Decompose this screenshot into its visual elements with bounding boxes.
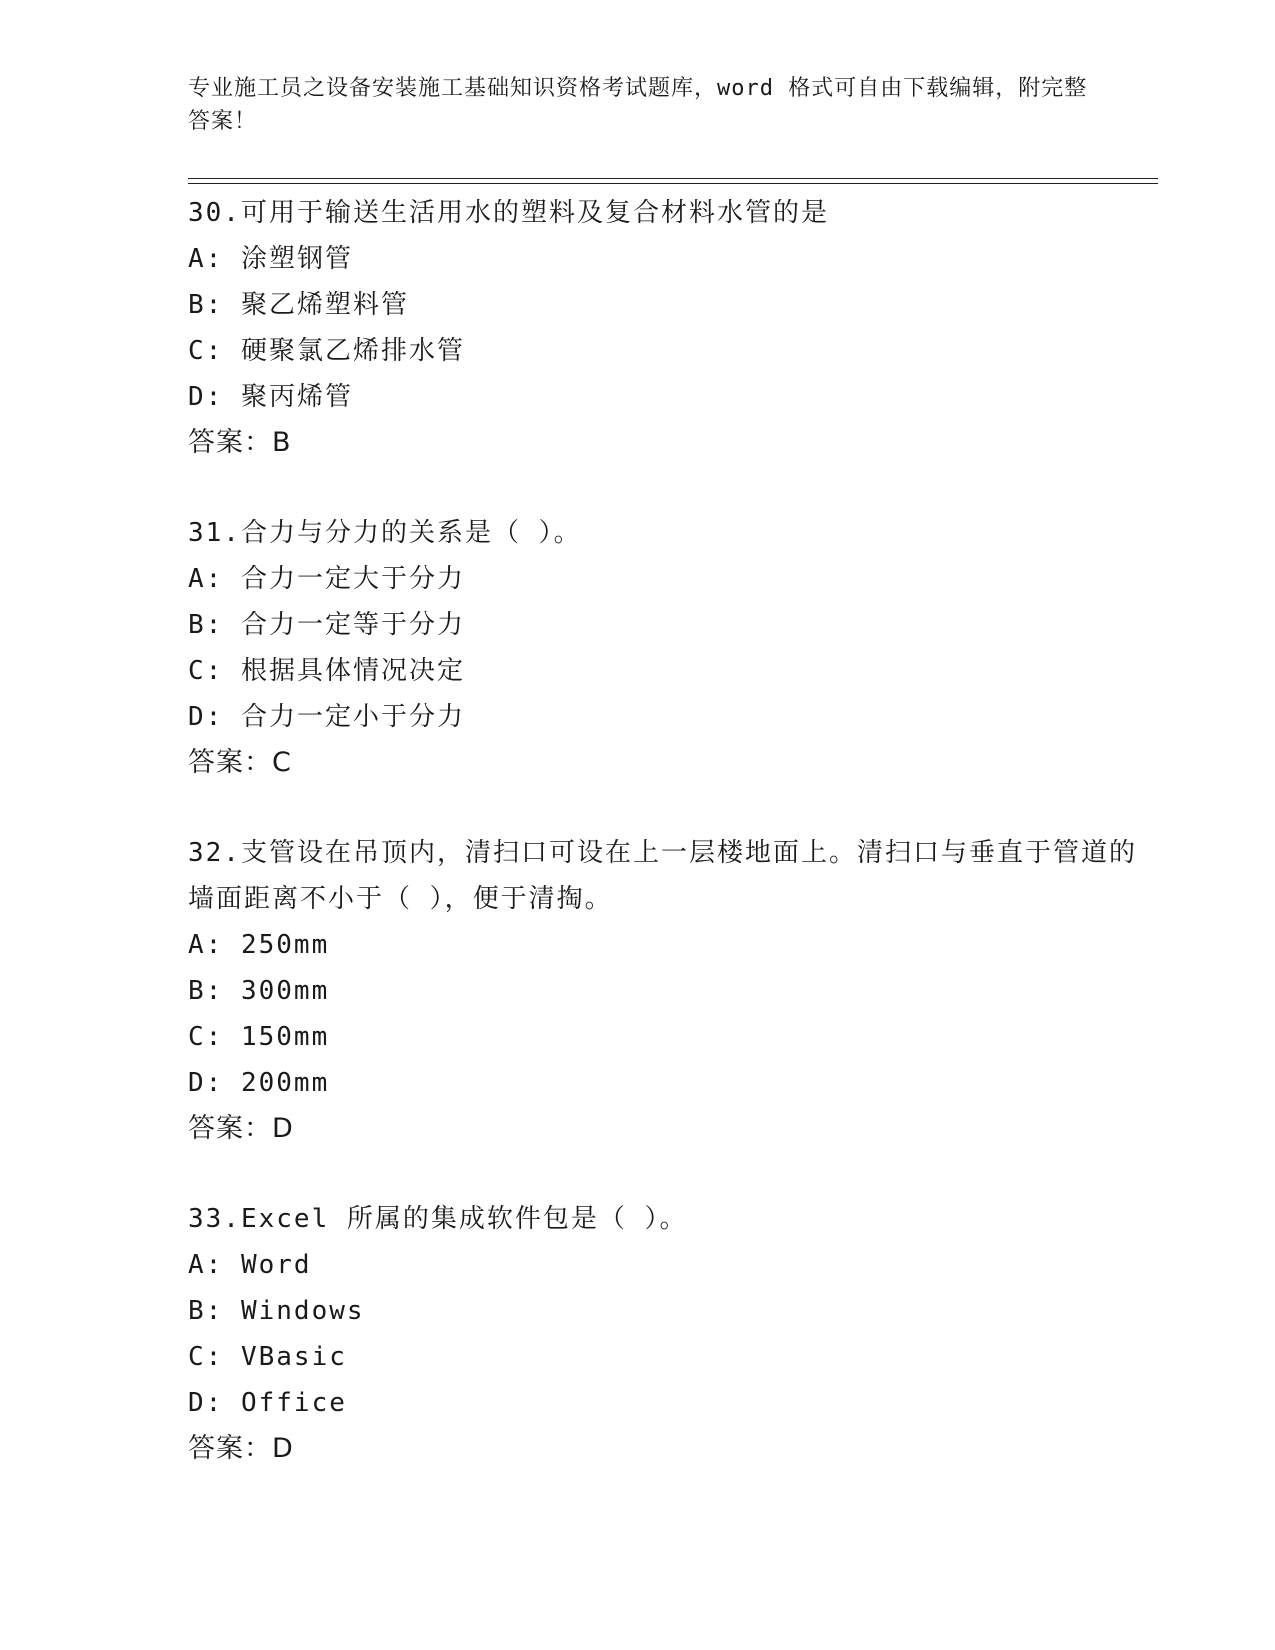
option-b: B: 聚乙烯塑料管 xyxy=(188,290,409,320)
option-c: C: VBasic xyxy=(188,1342,347,1372)
header-divider-top xyxy=(188,178,1158,179)
option-c: C: 150mm xyxy=(188,1022,330,1052)
answer: 答案：B xyxy=(188,427,292,458)
option-d: D: 聚丙烯管 xyxy=(188,382,353,412)
option-a: A: 涂塑钢管 xyxy=(188,244,353,274)
option-c: C: 硬聚氯乙烯排水管 xyxy=(188,336,465,366)
answer: 答案：C xyxy=(188,747,292,778)
question-31 xyxy=(188,510,1148,786)
question-stem: 31.合力与分力的关系是（ ）。 xyxy=(188,518,582,548)
option-d: D: Office xyxy=(188,1388,347,1418)
option-a: A: 合力一定大于分力 xyxy=(188,564,465,594)
answer: 答案：D xyxy=(188,1433,294,1464)
question-30 xyxy=(188,190,1148,466)
document-header: 专业施工员之设备安装施工基础知识资格考试题库，word 格式可自由下载编辑，附完整答案！ xyxy=(188,76,1088,134)
question-33 xyxy=(188,1196,1148,1472)
question-32 xyxy=(188,830,1148,1152)
question-stem: 30.可用于输送生活用水的塑料及复合材料水管的是 xyxy=(188,198,829,228)
option-b: B: 300mm xyxy=(188,976,330,1006)
header-divider-bottom xyxy=(188,183,1158,184)
option-a: A: Word xyxy=(188,1250,312,1280)
option-d: D: 200mm xyxy=(188,1068,330,1098)
option-d: D: 合力一定小于分力 xyxy=(188,702,465,732)
option-c: C: 根据具体情况决定 xyxy=(188,656,465,686)
answer: 答案：D xyxy=(188,1113,294,1144)
option-b: B: Windows xyxy=(188,1296,365,1326)
question-list xyxy=(188,190,1148,1516)
question-stem: 33.Excel 所属的集成软件包是（ ）。 xyxy=(188,1204,688,1234)
question-stem: 32.支管设在吊顶内，清扫口可设在上一层楼地面上。清扫口与垂直于管道的墙面距离不小于（ ），便于清掏。 xyxy=(188,838,1137,914)
option-a: A: 250mm xyxy=(188,930,330,960)
option-b: B: 合力一定等于分力 xyxy=(188,610,465,640)
